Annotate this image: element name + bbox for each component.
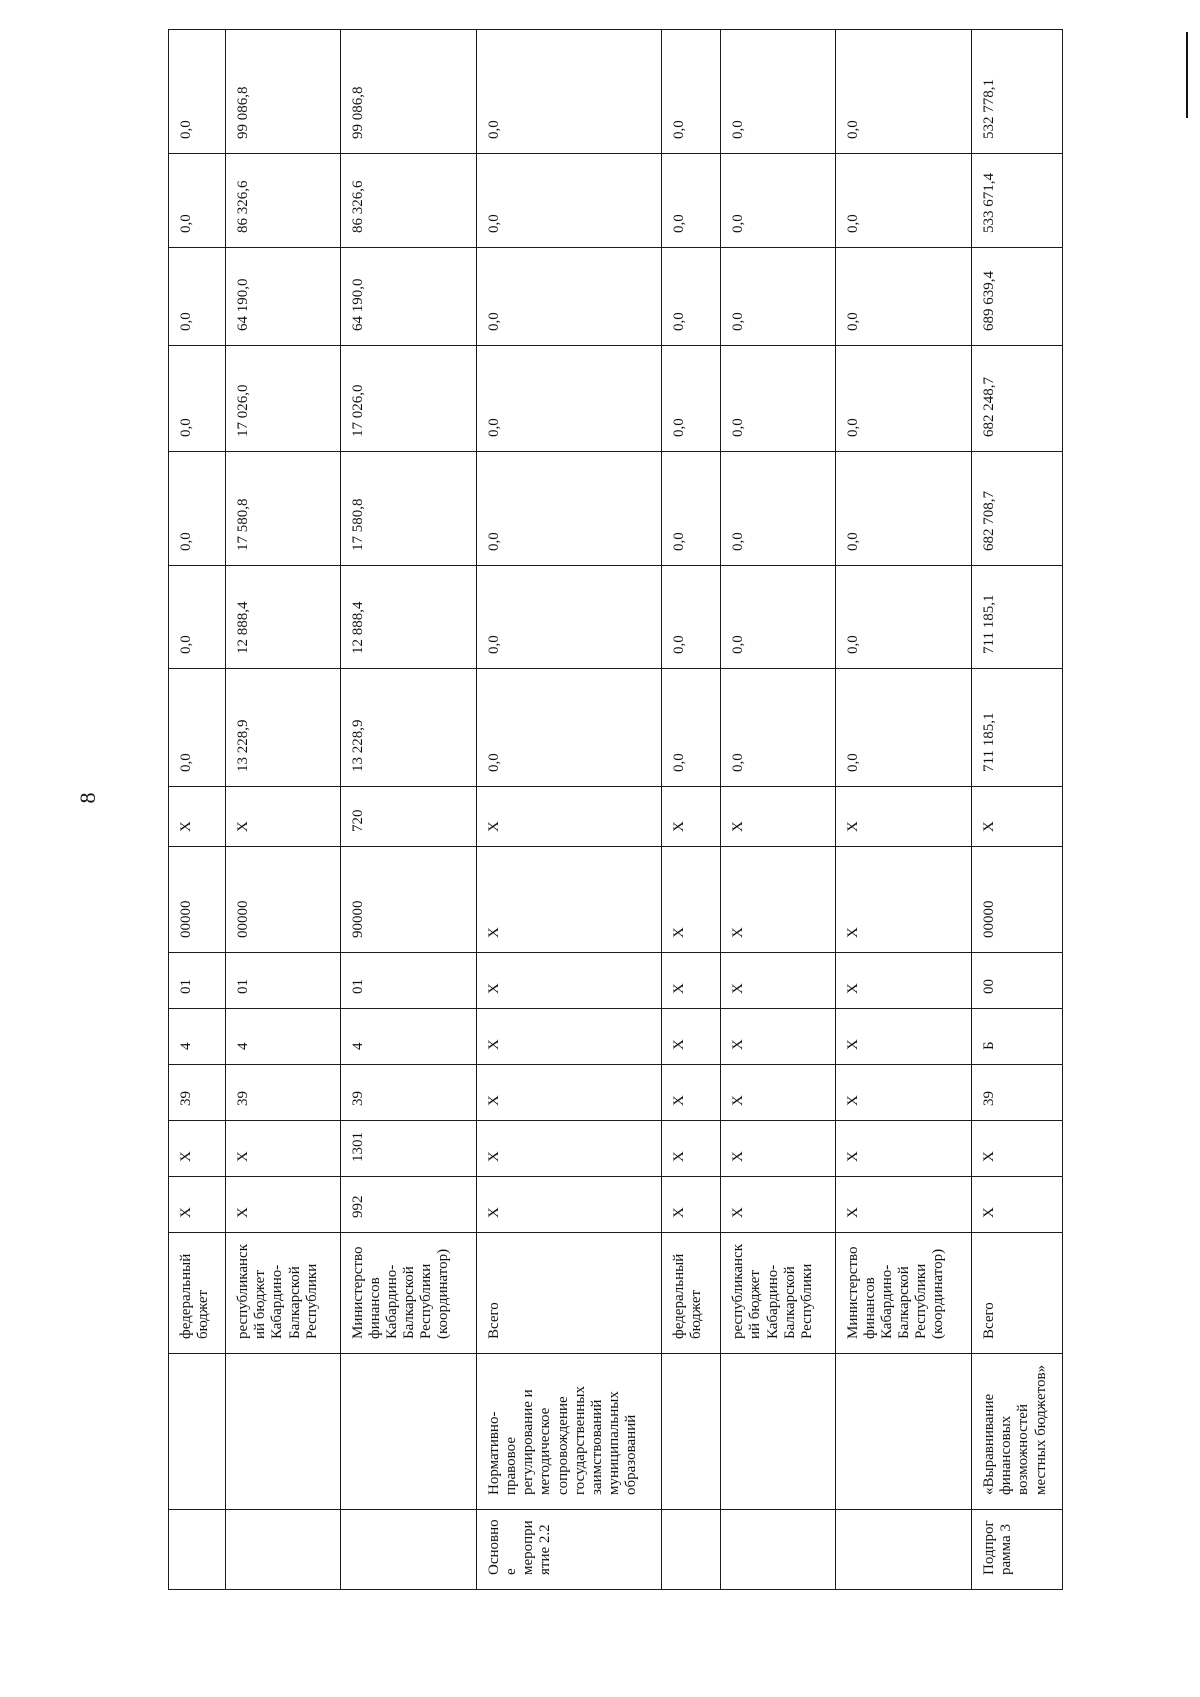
year5-cell: 0,0	[721, 248, 835, 346]
year1-cell: 13 228,9	[340, 669, 476, 787]
funding-source-cell: республиканский бюджет Кабардино-Балкарской Республики	[226, 1233, 340, 1354]
cs-program-cell: Х	[835, 1065, 971, 1121]
year1-cell: 0,0	[477, 669, 662, 787]
cs-subprogram-cell: 4	[340, 1009, 476, 1065]
table-row	[721, 30, 835, 1590]
cs-program-cell: Х	[661, 1065, 720, 1121]
cs-subprogram-cell: Х	[661, 1009, 720, 1065]
status-cell: Подпрограмма 3	[972, 1510, 1063, 1590]
cs-event-cell: Х	[835, 953, 971, 1009]
name-cell: «Выравнивание финансовых возможностей местных бюджетов»	[972, 1354, 1063, 1510]
cs-subprogram-cell: Х	[477, 1009, 662, 1065]
year2-cell: 0,0	[169, 566, 226, 669]
name-cell	[721, 1354, 835, 1510]
year4-cell: 0,0	[477, 346, 662, 452]
year5-cell: 0,0	[835, 248, 971, 346]
year6-cell: 0,0	[477, 154, 662, 248]
funding-source-cell: федеральный бюджет	[169, 1233, 226, 1354]
year4-cell: 17 026,0	[226, 346, 340, 452]
year5-cell: 64 190,0	[226, 248, 340, 346]
rotated-page-content	[168, 30, 1063, 1590]
year1-cell: 13 228,9	[226, 669, 340, 787]
name-cell: Нормативно-правовое регулирование и методическое сопровождение государственных заимствований муниципальных образований	[477, 1354, 662, 1510]
year3-cell: 17 580,8	[340, 452, 476, 566]
status-cell	[169, 1510, 226, 1590]
status-cell	[721, 1510, 835, 1590]
year6-cell: 86 326,6	[226, 154, 340, 248]
cs-program-cell: 39	[169, 1065, 226, 1121]
funding-source-cell: Министерство финансов Кабардино-Балкарской Республики (координатор)	[835, 1233, 971, 1354]
year7-cell: 0,0	[835, 30, 971, 154]
funding-source-cell: Всего	[477, 1233, 662, 1354]
year3-cell: 17 580,8	[226, 452, 340, 566]
funding-source-cell: федеральный бюджет	[661, 1233, 720, 1354]
year4-cell: 0,0	[835, 346, 971, 452]
cs-direction-cell: Х	[661, 847, 720, 953]
year4-cell: 0,0	[721, 346, 835, 452]
table-row	[835, 30, 971, 1590]
grbs-cell: Х	[972, 1177, 1063, 1233]
year5-cell: 0,0	[169, 248, 226, 346]
name-cell	[226, 1354, 340, 1510]
year6-cell: 0,0	[721, 154, 835, 248]
table-row	[169, 30, 226, 1590]
year3-cell: 0,0	[835, 452, 971, 566]
year1-cell: 0,0	[661, 669, 720, 787]
funding-source-cell: Всего	[972, 1233, 1063, 1354]
year6-cell: 86 326,6	[340, 154, 476, 248]
vr-cell: Х	[226, 787, 340, 847]
year1-cell: 711 185,1	[972, 669, 1063, 787]
cs-direction-cell: 00000	[972, 847, 1063, 953]
year3-cell: 682 708,7	[972, 452, 1063, 566]
year1-cell: 0,0	[721, 669, 835, 787]
name-cell	[661, 1354, 720, 1510]
status-cell	[835, 1510, 971, 1590]
vr-cell: Х	[477, 787, 662, 847]
status-cell	[340, 1510, 476, 1590]
margin-line	[1186, 32, 1188, 118]
rzpr-cell: 1301	[340, 1121, 476, 1177]
cs-direction-cell: Х	[477, 847, 662, 953]
grbs-cell: 992	[340, 1177, 476, 1233]
year7-cell: 0,0	[169, 30, 226, 154]
rzpr-cell: Х	[972, 1121, 1063, 1177]
grbs-cell: Х	[721, 1177, 835, 1233]
year4-cell: 0,0	[169, 346, 226, 452]
year2-cell: 0,0	[835, 566, 971, 669]
rzpr-cell: Х	[721, 1121, 835, 1177]
year5-cell: 64 190,0	[340, 248, 476, 346]
year6-cell: 533 671,4	[972, 154, 1063, 248]
name-cell	[340, 1354, 476, 1510]
year4-cell: 0,0	[661, 346, 720, 452]
grbs-cell: Х	[477, 1177, 662, 1233]
year7-cell: 0,0	[721, 30, 835, 154]
year5-cell: 0,0	[661, 248, 720, 346]
budget-table	[168, 29, 1063, 1590]
name-cell	[169, 1354, 226, 1510]
page-number: 8	[75, 792, 100, 804]
status-cell	[226, 1510, 340, 1590]
cs-event-cell: 01	[226, 953, 340, 1009]
cs-subprogram-cell: Х	[721, 1009, 835, 1065]
table-row	[226, 30, 340, 1590]
year5-cell: 0,0	[477, 248, 662, 346]
rzpr-cell: Х	[661, 1121, 720, 1177]
cs-event-cell: 00	[972, 953, 1063, 1009]
cs-program-cell: 39	[972, 1065, 1063, 1121]
year4-cell: 17 026,0	[340, 346, 476, 452]
rzpr-cell: Х	[835, 1121, 971, 1177]
vr-cell: Х	[835, 787, 971, 847]
year2-cell: 711 185,1	[972, 566, 1063, 669]
funding-source-cell: Министерство финансов Кабардино-Балкарской Республики (координатор)	[340, 1233, 476, 1354]
year5-cell: 689 639,4	[972, 248, 1063, 346]
vr-cell: Х	[721, 787, 835, 847]
funding-source-cell: республиканский бюджет Кабардино-Балкарской Республики	[721, 1233, 835, 1354]
cs-subprogram-cell: 4	[169, 1009, 226, 1065]
table-row	[972, 30, 1063, 1590]
table-row	[661, 30, 720, 1590]
year2-cell: 0,0	[661, 566, 720, 669]
table-row	[477, 30, 662, 1590]
cs-subprogram-cell: 4	[226, 1009, 340, 1065]
cs-direction-cell: 00000	[226, 847, 340, 953]
cs-program-cell: 39	[226, 1065, 340, 1121]
cs-event-cell: Х	[477, 953, 662, 1009]
year3-cell: 0,0	[169, 452, 226, 566]
status-cell	[661, 1510, 720, 1590]
year7-cell: 99 086,8	[226, 30, 340, 154]
year2-cell: 12 888,4	[226, 566, 340, 669]
year1-cell: 0,0	[835, 669, 971, 787]
year2-cell: 12 888,4	[340, 566, 476, 669]
year3-cell: 0,0	[721, 452, 835, 566]
grbs-cell: Х	[661, 1177, 720, 1233]
grbs-cell: Х	[226, 1177, 340, 1233]
vr-cell: Х	[169, 787, 226, 847]
rzpr-cell: Х	[169, 1121, 226, 1177]
year6-cell: 0,0	[835, 154, 971, 248]
rzpr-cell: Х	[226, 1121, 340, 1177]
table-row	[340, 30, 476, 1590]
cs-direction-cell: Х	[721, 847, 835, 953]
year6-cell: 0,0	[169, 154, 226, 248]
year7-cell: 99 086,8	[340, 30, 476, 154]
cs-event-cell: Х	[721, 953, 835, 1009]
cs-direction-cell: Х	[835, 847, 971, 953]
status-cell: Основное мероприятие 2.2	[477, 1510, 662, 1590]
cs-program-cell: Х	[721, 1065, 835, 1121]
year7-cell: 532 778,1	[972, 30, 1063, 154]
year7-cell: 0,0	[477, 30, 662, 154]
vr-cell: Х	[972, 787, 1063, 847]
vr-cell: Х	[661, 787, 720, 847]
rzpr-cell: Х	[477, 1121, 662, 1177]
cs-direction-cell: 00000	[169, 847, 226, 953]
year7-cell: 0,0	[661, 30, 720, 154]
year1-cell: 0,0	[169, 669, 226, 787]
year3-cell: 0,0	[661, 452, 720, 566]
cs-program-cell: Х	[477, 1065, 662, 1121]
year2-cell: 0,0	[477, 566, 662, 669]
cs-event-cell: 01	[169, 953, 226, 1009]
year6-cell: 0,0	[661, 154, 720, 248]
year2-cell: 0,0	[721, 566, 835, 669]
name-cell	[835, 1354, 971, 1510]
year3-cell: 0,0	[477, 452, 662, 566]
vr-cell: 720	[340, 787, 476, 847]
cs-program-cell: 39	[340, 1065, 476, 1121]
cs-subprogram-cell: Б	[972, 1009, 1063, 1065]
year4-cell: 682 248,7	[972, 346, 1063, 452]
table-body	[169, 30, 1063, 1590]
cs-direction-cell: 90000	[340, 847, 476, 953]
cs-subprogram-cell: Х	[835, 1009, 971, 1065]
grbs-cell: Х	[835, 1177, 971, 1233]
cs-event-cell: 01	[340, 953, 476, 1009]
cs-event-cell: Х	[661, 953, 720, 1009]
grbs-cell: Х	[169, 1177, 226, 1233]
